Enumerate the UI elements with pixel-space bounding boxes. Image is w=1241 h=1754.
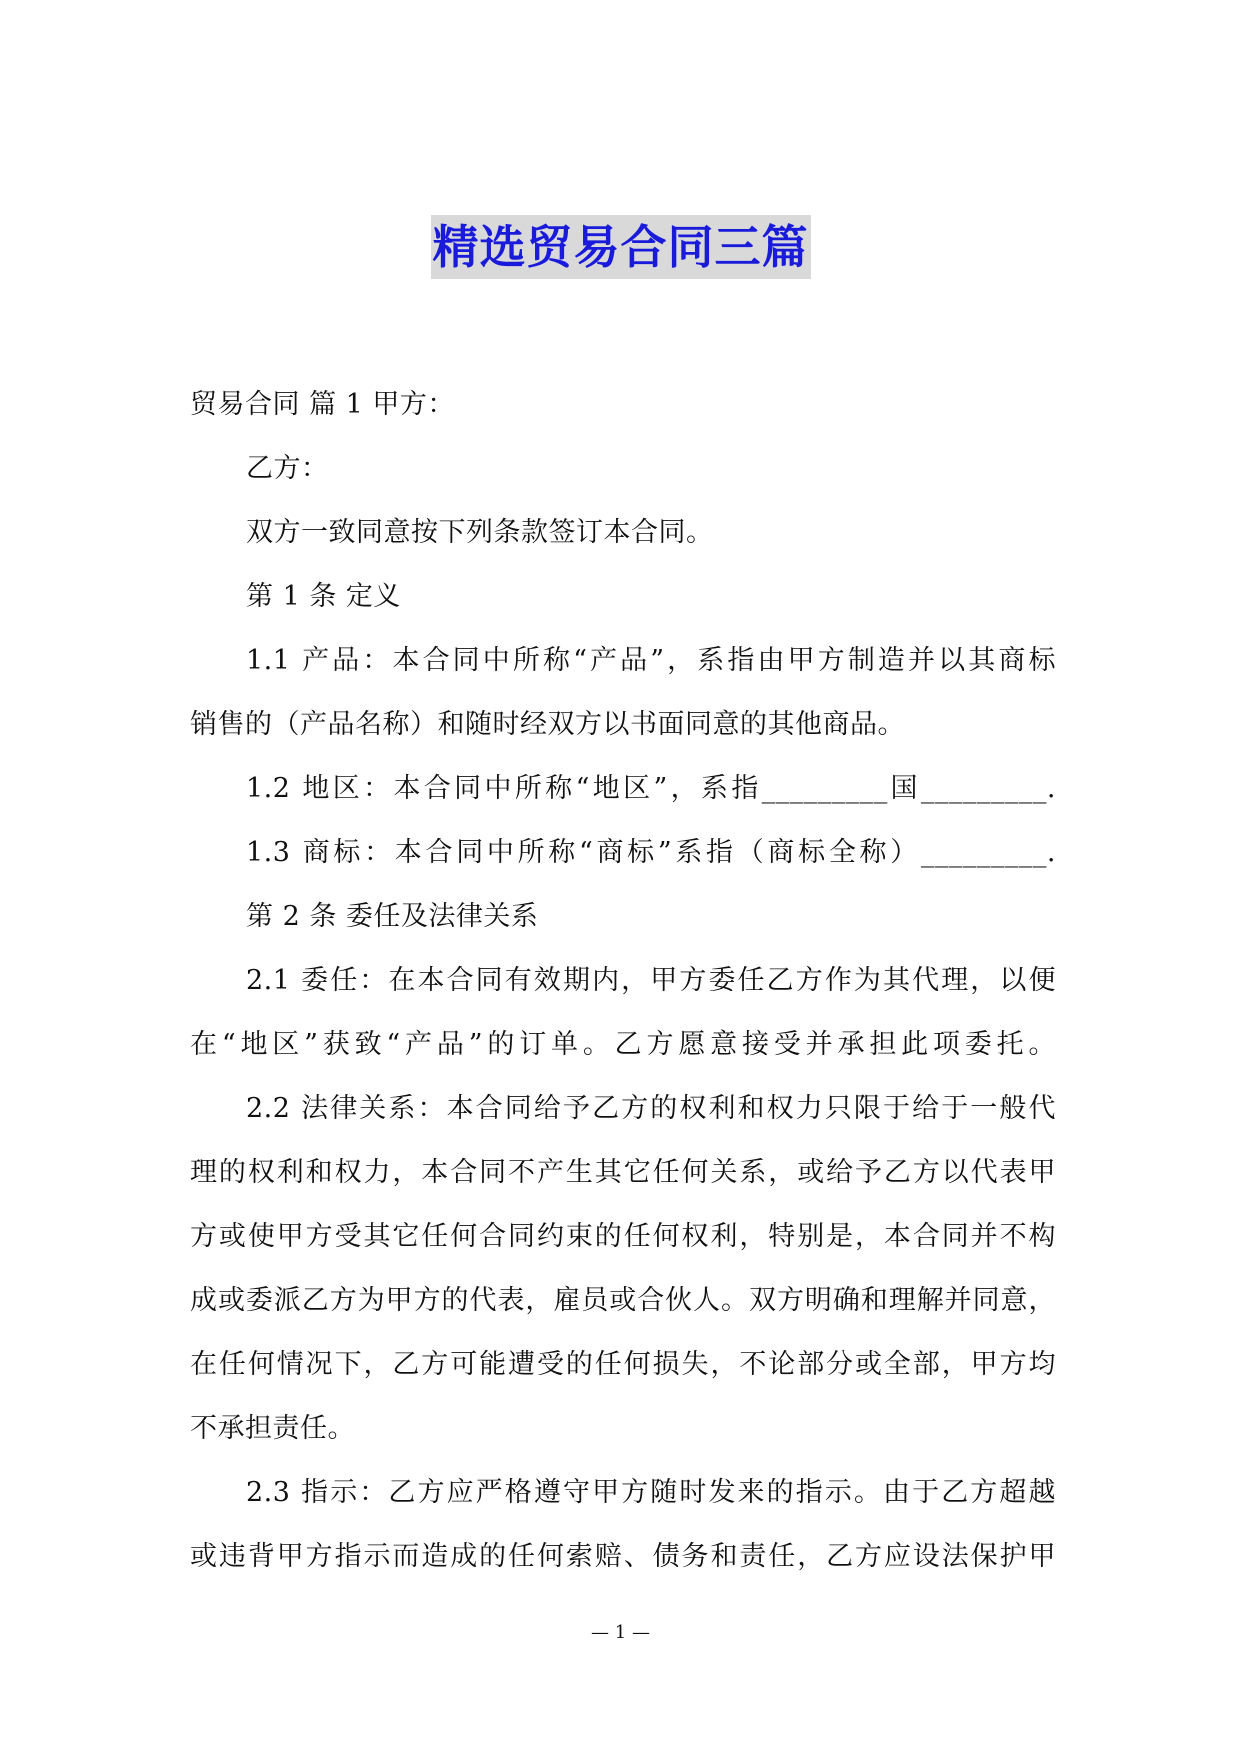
clause-2-1-line-1: 2.1 委任：在本合同有效期内，甲方委任乙方作为其代理，以便 — [246, 965, 1056, 996]
clause-2-3-line-1: 2.3 指示：乙方应严格遵守甲方随时发来的指示。由于乙方超越 — [246, 1477, 1056, 1508]
clause-2-3-line-2: 或违背甲方指示而造成的任何索赔、债务和责任，乙方应设法保护甲 — [190, 1541, 1056, 1572]
section-heading-2: 第 2 条 委任及法律关系 — [246, 901, 539, 932]
page-number: — 1 — — [591, 1622, 650, 1643]
title-container — [0, 215, 1241, 279]
section-heading-1: 第 1 条 定义 — [246, 581, 401, 612]
text-line-party-b: 乙方： — [246, 453, 329, 484]
clause-2-2-line-2: 理的权利和权力，本合同不产生其它任何关系，或给予乙方以代表甲 — [190, 1157, 1056, 1188]
clause-1-3: 1.3 商标：本合同中所称“商标”系指（商标全称）_________. — [246, 837, 1056, 868]
clause-1-1-line-1: 1.1 产品：本合同中所称“产品”，系指由甲方制造并以其商标 — [246, 645, 1056, 676]
clause-1-2: 1.2 地区：本合同中所称“地区”，系指_________国_________. — [246, 773, 1056, 804]
page-title: 精选贸易合同三篇 — [431, 215, 811, 279]
clause-2-2-line-1: 2.2 法律关系：本合同给予乙方的权利和权力只限于给于一般代 — [246, 1093, 1056, 1124]
clause-2-1-line-2: 在“地区”获致“产品”的订单。乙方愿意接受并承担此项委托。 — [190, 1029, 1056, 1060]
clause-2-2-line-3: 方或使甲方受其它任何合同约束的任何权利，特别是，本合同并不构 — [190, 1221, 1056, 1252]
text-line-party-a: 贸易合同 篇 1 甲方： — [190, 389, 455, 420]
text-line-agreement: 双方一致同意按下列条款签订本合同。 — [246, 517, 714, 548]
clause-2-2-line-5: 在任何情况下，乙方可能遭受的任何损失，不论部分或全部，甲方均 — [190, 1349, 1056, 1380]
clause-2-2-line-6: 不承担责任。 — [190, 1413, 355, 1444]
clause-2-2-line-4: 成或委派乙方为甲方的代表，雇员或合伙人。双方明确和理解并同意， — [190, 1285, 1056, 1316]
clause-1-1-line-2: 销售的（产品名称）和随时经双方以书面同意的其他商品。 — [190, 709, 905, 740]
